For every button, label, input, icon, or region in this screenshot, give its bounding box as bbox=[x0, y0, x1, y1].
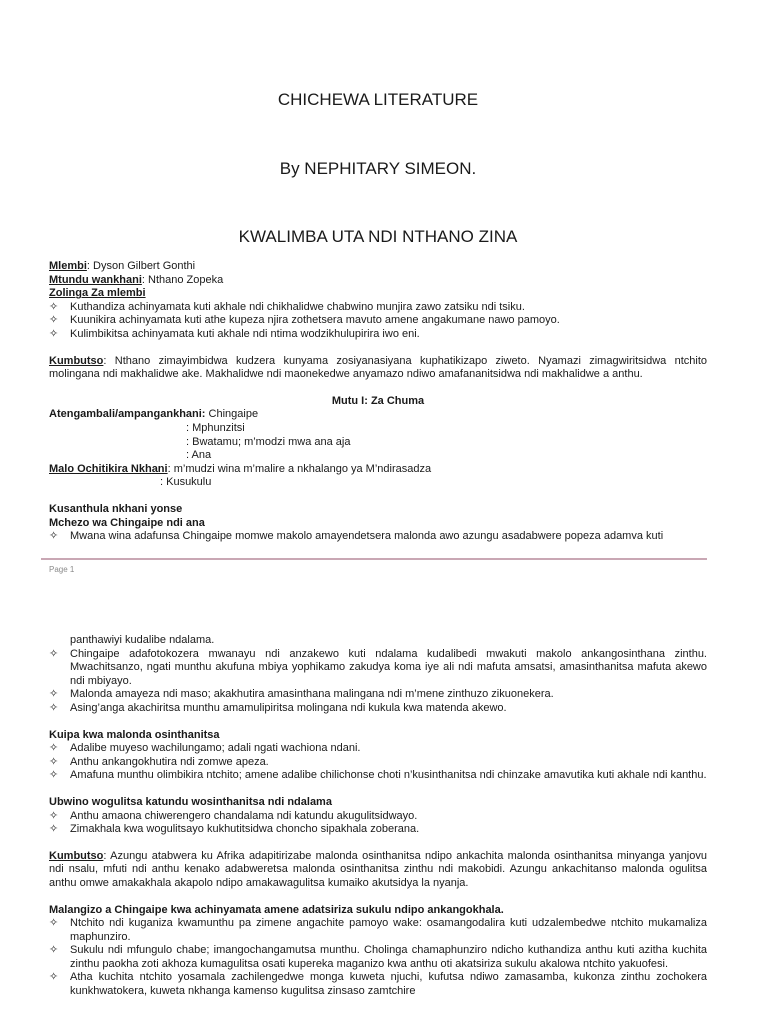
bullet-diamond-icon: ✧ bbox=[49, 701, 59, 714]
list-item: ✧ Zimakhala kwa wogulitsayo kukhutitsidwa choncho sipakhala zoberana. bbox=[49, 823, 420, 836]
section-heading: Kuipa kwa malonda osinthanitsa bbox=[49, 728, 220, 741]
bullet-diamond-icon: ✧ bbox=[49, 647, 59, 660]
setting-item: : Kusukulu bbox=[160, 476, 212, 489]
bullet-diamond-icon: ✧ bbox=[49, 944, 59, 957]
bullets-c bbox=[49, 810, 707, 837]
bullet-diamond-icon: ✧ bbox=[49, 755, 59, 768]
analysis-list bbox=[49, 530, 707, 544]
section-heading: Malangizo a Chingaipe kwa achinyamata amene adatsiriza sukulu ndipo ankangokhala. bbox=[49, 903, 504, 916]
chapter-heading: Mutu I: Za Chuma bbox=[331, 394, 425, 407]
bullet-diamond-icon: ✧ bbox=[49, 327, 59, 340]
character-item: : Mphunzitsi bbox=[186, 421, 245, 434]
list-item: ✧ Anthu amaona chiwerengero chandalama ndi katundu akugulitsidwayo. bbox=[49, 809, 418, 822]
bullet-diamond-icon: ✧ bbox=[49, 300, 59, 313]
author-row: Mlembi: Dyson Gilbert Gonthi bbox=[49, 260, 196, 272]
goals-list bbox=[49, 301, 707, 342]
document-title: CHICHEWA LITERATURE bbox=[277, 90, 479, 109]
bullets-a bbox=[49, 648, 707, 716]
bullet-diamond-icon: ✧ bbox=[49, 809, 59, 822]
character-item: : Bwatamu; m’modzi mwa ana aja bbox=[186, 435, 351, 448]
list-item: ✧ Sukulu ndi mfungulo chabe; imangochangamutsa munthu. Cholinga chamaphunziro ndicho kuthandiza anthu kuti azitha kuchita zinthu paokha zoti akhoza kumagulitsa osati kupereka maganizo kwa anthu oti akatsiriza sukulu akalowa ntchito yakuofesi. bbox=[49, 944, 707, 970]
setting-row: Malo Ochitikira Nkhani: m’mudzi wina m’malire a nkhalango ya M’ndirasadza bbox=[49, 462, 432, 475]
list-item: ✧ Atha kuchita ntchito yosamala zachilengedwe monga kuweta njuchi, kufutsa ndiwo zamasamba, kukonza zinthu zochokera kunkhwatokera, kuweta nkhanga kamenso kugulitsa zinsaso zamtchire bbox=[49, 971, 707, 998]
list-item: ✧ Kulimbikitsa achinyamata kuti akhale ndi ntima wodzikhulupirira iwo eni. bbox=[49, 327, 420, 340]
bullet-diamond-icon: ✧ bbox=[49, 971, 59, 984]
page-divider bbox=[41, 558, 707, 560]
list-item: ✧ Kuthandiza achinyamata kuti akhale ndi chikhalidwe chabwino munjira zawo zatsiku ndi tsiku. bbox=[49, 300, 525, 313]
list-item: ✧ Mwana wina adafunsa Chingaipe momwe makolo amayendetsera malonda awo azungu asadabwere popeza adamva kuti bbox=[49, 530, 664, 543]
note-paragraph: Kumbutso: Nthano zimayimbidwa kudzera kunyama zosiyanasiyana kuphatikizapo ziweto. Nyamazi zimagwiritsidwa ntchito molingana ndi makhalidwe ake. Makhalidwe ndi maonekedwe anyamazo ndiwo amafananitsidwa ndi makhalidwe a anthu. bbox=[49, 354, 707, 381]
page-1 bbox=[49, 0, 707, 560]
bullet-diamond-icon: ✧ bbox=[49, 530, 59, 543]
goals-heading: Zolinga Za mlembi bbox=[49, 287, 146, 300]
bullet-diamond-icon: ✧ bbox=[49, 823, 59, 836]
list-item: ✧ Amafuna munthu olimbikira ntchito; amene adalibe chilichonse choti n’kusinthanitsa ndi chinzake amavutika kuti akhale ndi kanthu. bbox=[49, 769, 707, 782]
list-item: ✧ Adalibe muyeso wachilungamo; adali ngati wachiona ndani. bbox=[49, 742, 361, 755]
bullet-diamond-icon: ✧ bbox=[49, 917, 59, 930]
bullets-d bbox=[49, 917, 707, 999]
list-item: ✧ Kuunikira achinyamata kuti athe kupeza njira zothetsera mavuto amene angakumane nawo pamoyo. bbox=[49, 314, 560, 327]
bullet-diamond-icon: ✧ bbox=[49, 742, 59, 755]
page-number: Page 1 bbox=[49, 565, 75, 574]
continued-text: panthawiyi kudalibe ndalama. bbox=[70, 634, 215, 646]
character-item: : Ana bbox=[186, 449, 212, 462]
bullet-diamond-icon: ✧ bbox=[49, 314, 59, 327]
characters-row: Atengambali/ampangankhani: Chingaipe bbox=[49, 408, 259, 421]
work-title: KWALIMBA UTA NDI NTHANO ZINA bbox=[238, 227, 518, 246]
list-item: ✧ Anthu ankangokhutira ndi zomwe apeza. bbox=[49, 755, 269, 768]
bullets-b bbox=[49, 742, 707, 783]
bullet-diamond-icon: ✧ bbox=[49, 688, 59, 701]
list-item: ✧ Malonda amayeza ndi maso; akakhutira amasinthana malingana ndi m’mene zinthuzo zikuonekera. bbox=[49, 688, 554, 701]
genre-row: Mtundu wankhani: Nthano Zopeka bbox=[49, 273, 224, 286]
note-paragraph: Kumbutso: Azungu atabwera ku Afrika adapitirizabe malonda osinthanitsa ndipo ankachita malonda osinthanitsa minyanga yanjovu ndi nsalu, mfuti ndi anthu kenako adabweretsa malonda osinthanitsa zinthu ndi makobidi. Azungu ankachitanso malonda ogulitsa anthu omwe amakakhala akapolo ndipo amakawagulitsa kumaiko akutsidya la nyanja. bbox=[49, 849, 707, 889]
bullet-diamond-icon: ✧ bbox=[49, 769, 59, 782]
list-item: ✧ Chingaipe adafotokozera mwanayu ndi anzakewo kuti ndalama kudalibedi mwakuti makolo ankangosinthana zinthu. Mwachitsanzo, ngati munthu akufuna mbiya yophikamo zakudya koma iye ali ndi mafuta amsatsi, amasinthanitsa mafuta akewo ndi mbiyayo. bbox=[49, 647, 707, 687]
section-heading: Ubwino wogulitsa katundu wosinthanitsa ndi ndalama bbox=[49, 795, 332, 808]
list-item: ✧ Asing’anga akachiritsa munthu amamulipiritsa molingana ndi kukula kwa matenda akewo. bbox=[49, 701, 507, 714]
section-heading: Kusanthula nkhani yonse bbox=[49, 502, 183, 515]
section-heading: Mchezo wa Chingaipe ndi ana bbox=[49, 516, 205, 529]
author-line: By NEPHITARY SIMEON. bbox=[279, 159, 477, 178]
page-1-body bbox=[49, 260, 707, 544]
list-item: ✧ Ntchito ndi kuganiza kwamunthu pa zimene angachite pamoyo wake: osamangodalira kuti udzalembedwe ntchito mukamaliza maphunziro. bbox=[49, 917, 707, 943]
page-2 bbox=[49, 634, 707, 999]
